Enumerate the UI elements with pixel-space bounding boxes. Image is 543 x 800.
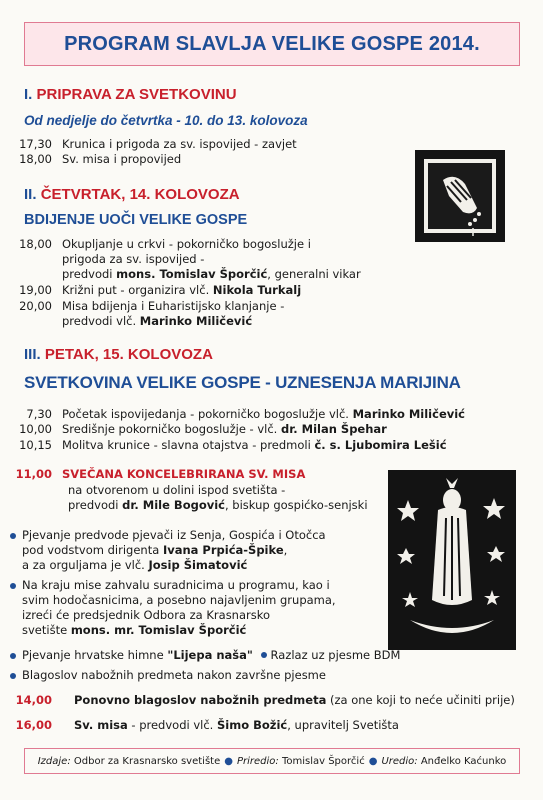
- section2-heading: [24, 186, 240, 203]
- program-title: PROGRAM SLAVLJA VELIKE GOSPE 2014.: [64, 32, 480, 55]
- text-part: Križni put - organizira vlč.: [62, 283, 213, 297]
- person-name: dr. Milan Špehar: [281, 422, 387, 436]
- person-name: Marinko Miličević: [139, 314, 253, 328]
- text-part: pod vodstvom dirigenta: [22, 543, 163, 557]
- footer-credits: [24, 748, 520, 774]
- madonna-image: [388, 470, 516, 650]
- item-text: prigoda za sv. ispovijed -: [62, 252, 205, 266]
- item-time: 7,30: [26, 407, 52, 421]
- text-part: predvodi: [62, 267, 117, 281]
- item-text: [62, 407, 465, 422]
- text-part: Razlaz uz pjesme BDM: [270, 648, 401, 662]
- item-text: [62, 314, 252, 329]
- item-text: Krunica i prigoda za sv. ispovijed - zavjet: [62, 137, 297, 151]
- item-text: na otvorenom u dolini ispod svetišta -: [68, 483, 286, 497]
- text-part: Ponovno blagoslov nabožnih predmeta: [74, 693, 327, 707]
- bullet-dot: ●: [224, 755, 233, 767]
- text-part: - predvodi vlč.: [127, 718, 217, 732]
- text-part: a za orguljama je vlč.: [22, 558, 149, 572]
- item-time: 10,15: [19, 438, 52, 452]
- item-text: Misa bdijenja i Euharistijsko klanjanje -: [62, 299, 285, 313]
- bullet-dot: [10, 533, 16, 539]
- section2-num: II.: [24, 186, 37, 203]
- section3-title: PETAK, 15. KOLOVOZA: [44, 346, 213, 363]
- text-part: , upravitelj Svetišta: [287, 718, 399, 732]
- item-text: [74, 693, 515, 708]
- editor-label: Uredio:: [381, 755, 418, 767]
- section2-title: ČETVRTAK, 14. KOLOVOZA: [40, 186, 240, 203]
- bullet-dot: [10, 673, 16, 679]
- item-time: 20,00: [19, 299, 52, 313]
- item-text: Na kraju mise zahvalu suradnicima u programu, kao i: [22, 578, 330, 592]
- text-part: Pjevanje hrvatske himne: [22, 648, 168, 662]
- text-part: predvodi: [68, 498, 123, 512]
- person-name: Nikola Turkalj: [212, 283, 302, 297]
- item-time: 17,30: [19, 137, 52, 151]
- person-name: Šimo Božić: [217, 718, 288, 732]
- publisher-label: Izdaje:: [37, 755, 71, 767]
- section2-subheading: BDIJENJE UOČI VELIKE GOSPE: [24, 212, 248, 228]
- text-part: Početak ispovijedanja - pokorničko bogoslužje vlč.: [62, 407, 353, 421]
- item-text: [62, 422, 387, 437]
- mass-title: SVEČANA KONCELEBRIRANA SV. MISA: [62, 467, 306, 481]
- person-name: mons. mr. Tomislav Šporčić: [70, 623, 247, 637]
- person-name: mons. Tomislav Šporčić: [116, 267, 268, 281]
- text-part: , generalni vikar: [267, 267, 361, 281]
- item-time: 14,00: [15, 693, 52, 707]
- item-text: [74, 718, 399, 733]
- item-text: [22, 543, 287, 558]
- anthem-name: "Lijepa naša": [167, 648, 253, 662]
- person-name: Josip Šimatović: [148, 558, 248, 572]
- text-part: Središnje pokorničko bogoslužje - vlč.: [62, 422, 281, 436]
- text-part: svetište: [22, 623, 71, 637]
- publisher-value: Odbor za Krasnarsko svetište: [73, 755, 221, 767]
- item-time: 18,00: [19, 237, 52, 251]
- item-text: Blagoslov nabožnih predmeta nakon završne pjesme: [22, 668, 326, 682]
- item-text: [62, 267, 361, 282]
- section3-heading: [24, 346, 213, 363]
- section3-num: III.: [24, 346, 41, 363]
- text-part: (za one koji to neće učiniti prije): [326, 693, 515, 707]
- bullet-dot: ●: [368, 755, 378, 767]
- item-text: svim hodočasnicima, a posebno najavljenim grupama,: [22, 593, 336, 607]
- item-text: Pjevanje predvode pjevači iz Senja, Gospića i Otočca: [22, 528, 326, 542]
- person-name: č. s. Ljubomira Lešić: [314, 438, 447, 452]
- item-text: [22, 648, 400, 663]
- item-text: [22, 623, 246, 638]
- item-time: 16,00: [15, 718, 52, 732]
- program-title-box: [24, 22, 520, 66]
- item-text: Okupljanje u crkvi - pokorničko bogoslužje i: [62, 237, 311, 251]
- editor-value: Anđelko Kaćunko: [420, 755, 507, 767]
- bullet-dot: [261, 652, 267, 658]
- text-part: , biskup gospićko-senjski: [224, 498, 368, 512]
- text-part: predvodi vlč.: [62, 314, 140, 328]
- item-text: [62, 438, 447, 453]
- person-name: Ivana Prpića-Špike: [162, 543, 284, 557]
- bullet-dot: [10, 653, 16, 659]
- item-text: izreći će predsjednik Odbora za Krasnarsko: [22, 608, 271, 622]
- text-part: ,: [283, 543, 288, 557]
- item-text: Sv. misa i propovijed: [62, 152, 182, 166]
- person-name: dr. Mile Bogović: [122, 498, 225, 512]
- item-text: [22, 558, 247, 573]
- bullet-dot: [10, 583, 16, 589]
- praying-hands-image: [415, 150, 505, 242]
- prepared-by-label: Priredio:: [236, 755, 279, 767]
- prepared-by-value: Tomislav Šporčić: [281, 755, 365, 767]
- mass-time: 11,00: [15, 467, 52, 481]
- text-part: Sv. misa: [74, 718, 128, 732]
- item-text: [62, 283, 301, 298]
- section1-title: PRIPRAVA ZA SVETKOVINU: [36, 86, 237, 103]
- item-time: 10,00: [19, 422, 52, 436]
- section1-heading: [24, 86, 237, 103]
- text-part: Molitva krunice - slavna otajstva - predmoli: [62, 438, 315, 452]
- section1-num: I.: [24, 86, 33, 103]
- person-name: Marinko Miličević: [352, 407, 465, 421]
- item-time: 19,00: [19, 283, 52, 297]
- item-time: 18,00: [19, 152, 52, 166]
- section3-subheading: SVETKOVINA VELIKE GOSPE - UZNESENJA MARIJINA: [24, 373, 461, 392]
- item-text: [68, 498, 368, 513]
- section1-subheading: Od nedjelje do četvrtka - 10. do 13. kolovoza: [24, 113, 308, 128]
